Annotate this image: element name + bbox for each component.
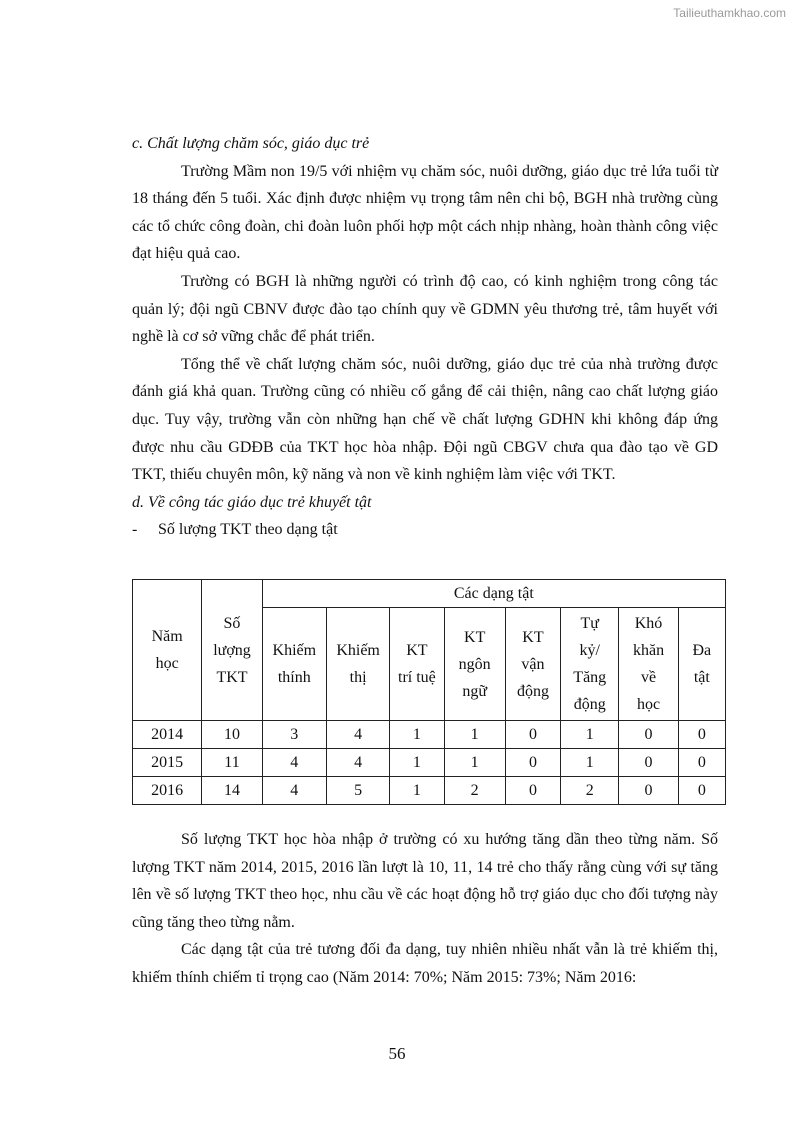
header-type-line: KT: [464, 628, 486, 646]
after-table-text: [132, 826, 718, 992]
header-count-line: Số: [223, 614, 241, 632]
table-cell: 0: [619, 749, 678, 777]
section-c-heading: c. Chất lượng chăm sóc, giáo dục trẻ: [132, 135, 370, 152]
header-type-line: động: [573, 696, 606, 713]
table-cell: 1: [444, 721, 505, 749]
header-count: [202, 580, 262, 721]
table-cell: 1: [390, 721, 444, 749]
table-cell: 0: [619, 721, 678, 749]
header-group: Các dạng tật: [262, 580, 725, 608]
header-type-line: vận: [521, 655, 545, 673]
paragraph: Tổng thể về chất lượng chăm sóc, nuôi dưỡng, giáo dục trẻ của nhà trường được đánh giá khả quan. Trường cũng có nhiều cố gắng để cải thiện, nâng cao chất lượng giáo dục. Tuy vậy, trường vẫn còn những hạn chế về chất lượng GDHN khi không đáp ứng được nhu cầu GDĐB của TKT học hòa nhập. Đội ngũ CBGV chưa qua đào tạo về GD TKT, thiếu chuyên môn, kỹ năng và non về kinh nghiệm làm việc với TKT.: [132, 355, 718, 484]
header-type-line: về: [640, 669, 657, 686]
header-type-line: Tự: [580, 615, 599, 632]
header-type-line: tật: [693, 669, 710, 686]
header-type-line: động: [516, 682, 549, 700]
header-type-line: trí tuệ: [398, 669, 436, 686]
bullet-dash: -: [132, 521, 138, 539]
table-row: [133, 749, 726, 777]
table-cell: 5: [326, 777, 389, 805]
header-type-1: [326, 608, 389, 721]
table-cell: 1: [390, 749, 444, 777]
table-cell: 1: [561, 721, 619, 749]
table-cell: 2016: [133, 777, 202, 805]
header-year-line: Năm: [151, 628, 183, 645]
header-type-line: Khiếm: [336, 642, 380, 659]
header-type-6: [619, 608, 678, 721]
header-type-4: [505, 608, 560, 721]
paragraph: Các dạng tật của trẻ tương đối đa dạng, tuy nhiên nhiều nhất vẫn là trẻ khiếm thị, khiếm thính chiếm tỉ trọng cao (Năm 2014: 70%; Năm 2015: 73%; Năm 2016:: [132, 941, 718, 986]
header-type-line: ngữ: [462, 682, 488, 700]
header-type-line: khăn: [632, 642, 665, 659]
header-type-line: ngôn: [458, 655, 491, 673]
page-number: 56: [388, 1044, 406, 1063]
header-type-line: Khó: [634, 615, 663, 632]
header-type-line: thị: [349, 669, 367, 686]
header-type-line: học: [636, 696, 661, 713]
table-cell: 0: [505, 721, 560, 749]
header-year-line: học: [155, 655, 179, 672]
header-year: [133, 580, 202, 721]
paragraph: Trường có BGH là những người có trình độ cao, có kinh nghiệm trong công tác quản lý; đội ngũ CBNV được đào tạo chính quy về GDMN yêu thương trẻ, tâm huyết với nghề là cơ sở vững chắc để phát triển.: [132, 272, 718, 346]
header-count-line: TKT: [216, 668, 248, 686]
header-count-line: lượng: [213, 641, 251, 659]
table-cell: 2: [444, 777, 505, 805]
table-cell: 2015: [133, 749, 202, 777]
header-type-line: Đa: [692, 642, 712, 659]
header-type-5: [561, 608, 619, 721]
section-c: [132, 130, 718, 544]
header-type-3: [444, 608, 505, 721]
paragraph: Trường Mầm non 19/5 với nhiệm vụ chăm sóc, nuôi dưỡng, giáo dục trẻ lứa tuổi từ 18 tháng đến 5 tuổi. Xác định được nhiệm vụ trọng tâm nên chi bộ, BGH nhà trường cùng các tổ chức công đoàn, chi đoàn luôn phối hợp một cách nhịp nhàng, hoàn thành công việc đạt hiệu quả cao.: [132, 162, 718, 263]
header-type-line: Khiếm: [272, 642, 317, 659]
table-cell: 14: [202, 777, 262, 805]
table-cell: 3: [262, 721, 326, 749]
header-type-line: KT: [406, 642, 428, 659]
paragraph: Số lượng TKT học hòa nhập ở trường có xu hướng tăng dần theo từng năm. Số lượng TKT năm 2014, 2015, 2016 lần lượt là 10, 11, 14 trẻ cho thấy rằng cùng với sự tăng lên về số lượng TKT theo học, nhu cầu về các hoạt động hỗ trợ giáo dục cho đối tượng này cũng tăng theo từng nằm.: [132, 831, 718, 931]
table-cell: 4: [262, 777, 326, 805]
disability-table: [132, 579, 726, 805]
table-cell: 4: [326, 749, 389, 777]
table-cell: 2014: [133, 721, 202, 749]
table-cell: 0: [619, 777, 678, 805]
table-cell: 2: [561, 777, 619, 805]
table-cell: 0: [505, 777, 560, 805]
table-cell: 0: [678, 721, 725, 749]
header-type-line: thính: [277, 669, 311, 686]
header-type-line: kỷ/: [579, 642, 600, 659]
watermark: Tailieuthamkhao.com: [673, 6, 786, 20]
header-type-2: [390, 608, 444, 721]
table-cell: 11: [202, 749, 262, 777]
table-row: [133, 721, 726, 749]
header-type-7: [678, 608, 725, 721]
bullet-item: [132, 516, 718, 544]
table-row: [133, 777, 726, 805]
table-cell: 1: [561, 749, 619, 777]
table-cell: 0: [678, 777, 725, 805]
table-cell: 1: [444, 749, 505, 777]
table-cell: 4: [326, 721, 389, 749]
table-cell: 4: [262, 749, 326, 777]
table-cell: 1: [390, 777, 444, 805]
header-type-0: [262, 608, 326, 721]
bullet-text: Số lượng TKT theo dạng tật: [158, 521, 338, 539]
table-cell: 10: [202, 721, 262, 749]
table-cell: 0: [678, 749, 725, 777]
header-type-line: Tăng: [573, 669, 607, 686]
section-d-heading: d. Về công tác giáo dục trẻ khuyết tật: [132, 493, 372, 511]
header-type-line: KT: [522, 628, 544, 646]
table-cell: 0: [505, 749, 560, 777]
